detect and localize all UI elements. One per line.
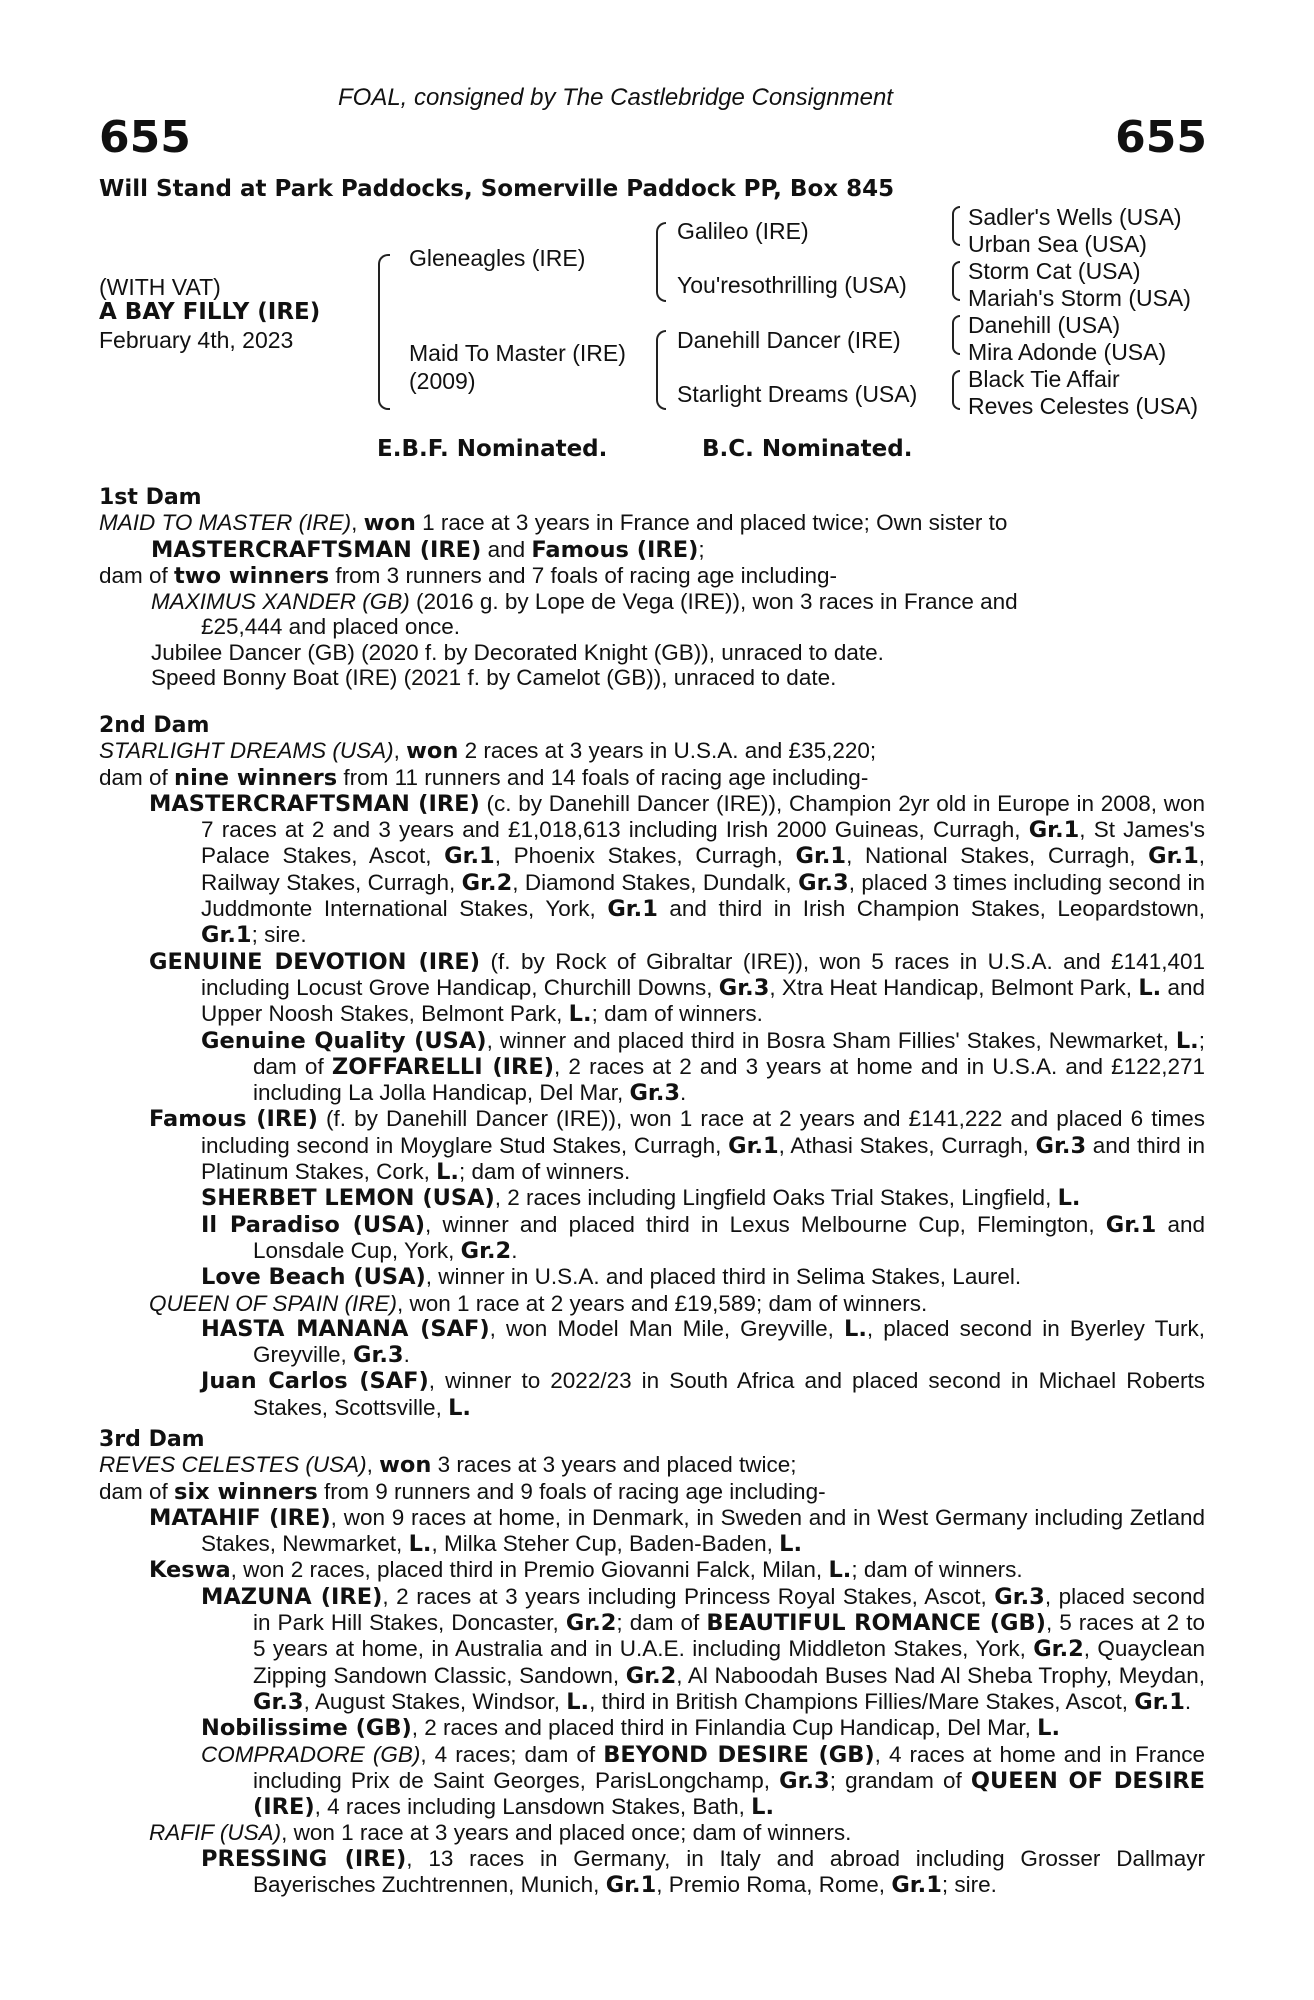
stand-line: Will Stand at Park Paddocks, Somerville Paddock PP, Box 845 [99, 176, 895, 202]
first-dam-heading: 1st Dam [99, 485, 202, 510]
pedigree-dam-dam: Starlight Dreams (USA) [677, 381, 918, 407]
produce-entry [99, 589, 1205, 614]
pedigree-brace-ss [952, 206, 960, 246]
produce-text: (2016 g. by Lope de Vega (IRE)), won 3 races in France and [409, 589, 1018, 615]
produce-matahif: MATAHIF (IRE), won 9 races at home, in Denmark, in Sweden and in West Germany including Zetland Stakes, Newmarket, L., Milka Steher Cup, Baden-Baden, L. [149, 1504, 1205, 1558]
second-dam-name: STARLIGHT DREAMS (USA) [99, 738, 394, 764]
pedigree-sire: Gleneagles (IRE) [409, 245, 586, 271]
produce-entry: Speed Bonny Boat (IRE) (2021 f. by Camelot (GB)), unraced to date. [151, 665, 837, 691]
pedigree-brace-ds [952, 315, 960, 355]
produce-famous: Famous (IRE) (f. by Danehill Dancer (IRE)), won 1 race at 2 years and £141,222 and placed 6 times including second in Moyglare Stud Stakes, Curragh, Gr.1, Athasi Stakes, Curragh, Gr.3 and third in Platinum Stakes, Cork, L.; dam of winners. [149, 1106, 1206, 1186]
pedigree-dsd: Mira Adonde (USA) [968, 339, 1167, 365]
pedigree-brace-main [378, 254, 390, 410]
pedigree-brace-dd [952, 370, 960, 410]
horse-name: A BAY FILLY (IRE) [99, 299, 321, 325]
produce-keswa: Keswa, won 2 races, placed third in Premio Giovanni Falck, Milan, L.; dam of winners. [149, 1557, 1023, 1584]
pedigree-sire-sire: Galileo (IRE) [677, 218, 809, 244]
second-dam-record: STARLIGHT DREAMS (USA), won 2 races at 3 years in U.S.A. and £35,220; [99, 738, 877, 765]
dam-of-suffix: from 11 runners and 14 foals of racing age including- [337, 764, 869, 790]
produce-entry-cont: £25,444 and placed once. [201, 614, 460, 640]
produce-rafif: RAFIF (USA), won 1 race at 3 years and placed once; dam of winners. [149, 1820, 852, 1846]
first-dam-siblings [99, 537, 1205, 563]
first-dam-produce-summary [99, 563, 1205, 589]
produce-nobilissime: Nobilissime (GB), 2 races and placed third in Finlandia Cup Handicap, Del Mar, L. [201, 1715, 1060, 1742]
bc-nomination: B.C. Nominated. [702, 436, 913, 462]
winners-count: six winners [174, 1478, 318, 1505]
dam-of-prefix: dam of [99, 562, 175, 588]
first-dam-name: MAID TO MASTER (IRE) [99, 510, 352, 536]
produce-il-paradiso: Il Paradiso (USA), winner and placed third in Lexus Melbourne Cup, Flemington, Gr.1 and Lonsdale Cup, York, Gr.2. [201, 1211, 1205, 1264]
pedigree-dss: Danehill (USA) [968, 312, 1121, 338]
produce-genuine-quality: Genuine Quality (USA), winner and placed third in Bosra Sham Fillies' Stakes, Newmarket, L.; dam of ZOFFARELLI (IRE), 2 races at 2 and 3 years at home and in U.S.A. and £122,271 including La Jolla Handicap, Del Mar, Gr.3. [201, 1027, 1205, 1107]
pedigree-sds: Storm Cat (USA) [968, 258, 1141, 284]
produce-entry: Jubilee Dancer (GB) (2020 f. by Decorated Knight (GB)), unraced to date. [151, 639, 884, 665]
pedigree-sire-dam: You'resothrilling (USA) [677, 272, 907, 298]
produce-sherbet-lemon: SHERBET LEMON (USA), 2 races including Lingfield Oaks Trial Stakes, Lingfield, L. [201, 1185, 1081, 1212]
produce-name: MAXIMUS XANDER (GB) [151, 589, 410, 615]
dam-of-prefix: dam of [99, 1478, 175, 1504]
horse-dob: February 4th, 2023 [99, 327, 294, 353]
pedigree-sdd: Mariah's Storm (USA) [968, 285, 1191, 311]
second-dam-produce-summary [99, 765, 1205, 791]
won-label: won [363, 510, 416, 537]
won-label: won [406, 738, 459, 765]
sibling-mastercraftsman: MASTERCRAFTSMAN (IRE) [151, 536, 482, 563]
third-dam-produce-summary [99, 1479, 1205, 1505]
winners-count: nine winners [174, 764, 338, 791]
produce-queen-of-spain: QUEEN OF SPAIN (IRE), won 1 race at 2 years and £19,589; dam of winners. [149, 1290, 928, 1316]
first-dam-section [99, 485, 1205, 690]
produce-mastercraftsman: MASTERCRAFTSMAN (IRE) (c. by Danehill Dancer (IRE)), Champion 2yr old in Europe in 2008, won 7 races at 2 and 3 years and £1,018,613 including Irish 2000 Guineas, Curragh, Gr.1, St James's Palace Stakes, Ascot, Gr.1, Phoenix Stakes, Curragh, Gr.1, National Stakes, Curragh, Gr.1, Railway Stakes, Curragh, Gr.2, Diamond Stakes, Dundalk, Gr.3, placed 3 times including second in Juddmonte International Stakes, York, Gr.1 and third in Irish Champion Stakes, Leopardstown, Gr.1; sire. [149, 790, 1206, 949]
ebf-nomination: E.B.F. Nominated. [377, 436, 608, 462]
third-dam-record-text: 3 races at 3 years and placed twice; [431, 1452, 797, 1478]
sibling-famous: Famous (IRE) [531, 536, 699, 563]
produce-juan-carlos: Juan Carlos (SAF), winner to 2022/23 in South Africa and placed second in Michael Roberts Stakes, Scottsville, L. [201, 1368, 1205, 1421]
won-label: won [379, 1452, 432, 1479]
pedigree-sss: Sadler's Wells (USA) [968, 204, 1182, 230]
third-dam-name: REVES CELESTES (USA) [99, 1452, 367, 1478]
produce-compradore: COMPRADORE (GB), 4 races; dam of BEYOND DESIRE (GB), 4 races at home and in France including Prix de Saint Georges, ParisLongchamp, Gr.3; grandam of QUEEN OF DESIRE (IRE), 4 races including Lansdown Stakes, Bath, L. [201, 1741, 1206, 1821]
pedigree-brace-sd [952, 261, 960, 301]
pedigree-ssd: Urban Sea (USA) [968, 231, 1147, 257]
produce-love-beach: Love Beach (USA), winner in U.S.A. and placed third in Selima Stakes, Laurel. [201, 1264, 1022, 1291]
produce-hasta-manana: HASTA MANANA (SAF), won Model Man Mile, Greyville, L., placed second in Byerley Turk, Greyville, Gr.3. [201, 1315, 1206, 1369]
third-dam-section [99, 1427, 1205, 1898]
pedigree-ddd: Reves Celestes (USA) [968, 393, 1199, 419]
first-dam-record-text: 1 race at 3 years in France and placed twice; Own sister to [415, 510, 1008, 536]
semicolon: ; [698, 536, 705, 562]
winners-count: two winners [174, 562, 330, 589]
produce-genuine-devotion: GENUINE DEVOTION (IRE) (f. by Rock of Gibraltar (IRE)), won 5 races in U.S.A. and £141,401 including Locust Grove Handicap, Churchill Downs, Gr.3, Xtra Heat Handicap, Belmont Park, L. and Upper Noosh Stakes, Belmont Park, L.; dam of winners. [149, 948, 1205, 1028]
second-dam-section [99, 713, 1205, 1421]
consignor-line: FOAL, consigned by The Castlebridge Consignment [338, 84, 893, 111]
dam-of-prefix: dam of [99, 764, 175, 790]
pedigree-dam-year: (2009) [409, 368, 476, 394]
second-dam-record-text: 2 races at 3 years in U.S.A. and £35,220; [458, 738, 877, 764]
first-dam-record: MAID TO MASTER (IRE), won 1 race at 3 years in France and placed twice; Own sister to [99, 510, 1008, 537]
and-text: and [481, 536, 532, 562]
produce-pressing: PRESSING (IRE), 13 races in Germany, in Italy and abroad including Grosser Dallmayr Bayerisches Zuchtrennen, Munich, Gr.1, Premio Roma, Rome, Gr.1; sire. [201, 1845, 1205, 1899]
dam-of-suffix: from 3 runners and 7 foals of racing age including- [329, 562, 837, 588]
pedigree-dam: Maid To Master (IRE) [409, 340, 626, 366]
third-dam-record: REVES CELESTES (USA), won 3 races at 3 years and placed twice; [99, 1452, 797, 1479]
second-dam-heading: 2nd Dam [99, 713, 210, 738]
pedigree-dam-sire: Danehill Dancer (IRE) [677, 327, 901, 353]
pedigree-brace-sire [656, 222, 666, 302]
produce-mazuna: MAZUNA (IRE), 2 races at 3 years including Princess Royal Stakes, Ascot, Gr.3, placed second in Park Hill Stakes, Doncaster, Gr.2; dam of BEAUTIFUL ROMANCE (GB), 5 races at 2 to 5 years at home, in Australia and in U.A.E. including Middleton Stakes, York, Gr.2, Quayclean Zipping Sandown Classic, Sandown, Gr.2, Al Naboodah Buses Nad Al Sheba Trophy, Meydan, Gr.3, August Stakes, Windsor, L., third in British Champions Fillies/Mare Stakes, Ascot, Gr.1. [201, 1583, 1205, 1715]
lot-number-right: 655 [1115, 112, 1207, 163]
lot-number-left: 655 [99, 112, 191, 163]
vat-label: (WITH VAT) [99, 274, 221, 300]
pedigree-brace-dam [656, 330, 666, 410]
dam-of-suffix: from 9 runners and 9 foals of racing age including- [317, 1478, 826, 1504]
pedigree-dds: Black Tie Affair [968, 366, 1120, 392]
third-dam-heading: 3rd Dam [99, 1427, 205, 1452]
